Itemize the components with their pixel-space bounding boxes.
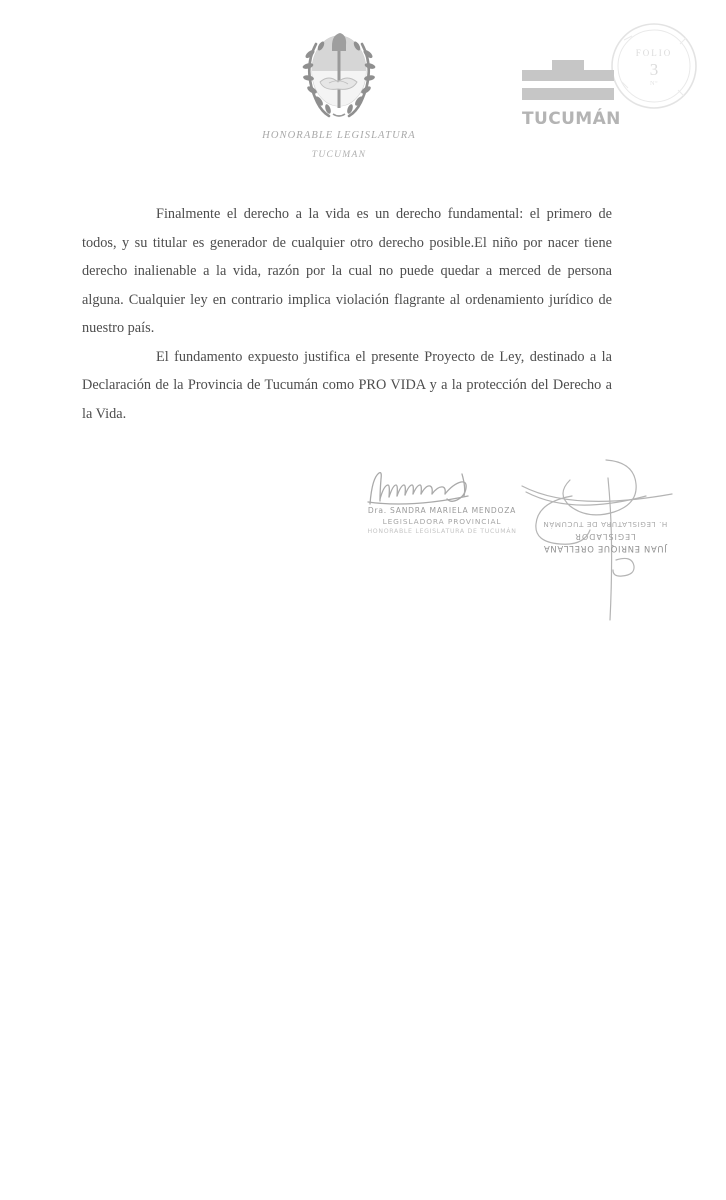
signer-name: Dra. SANDRA MARIELA MENDOZA — [367, 506, 517, 515]
signer-name: JUAN ENRIQUE ORELLANA — [543, 544, 667, 554]
letterhead-subtitle: TUCUMAN — [311, 150, 367, 160]
signer-role: LEGISLADOR — [574, 532, 636, 541]
document-body — [82, 200, 612, 428]
logo-bar-center — [552, 60, 584, 81]
folio-number: 3 — [649, 60, 659, 79]
signature-block-orellana — [520, 448, 690, 638]
tucuman-logo — [522, 58, 621, 129]
argentina-coat-of-arms-icon — [296, 24, 382, 122]
signer-institution: H. LEGISLATURA DE TUCUMÁN — [542, 520, 668, 529]
logo-bar-left — [522, 70, 555, 81]
letterhead-crest-block — [249, 24, 429, 160]
tucuman-government-logo-icon — [522, 58, 614, 106]
tucuman-wordmark: TUCUMÁN — [522, 109, 621, 129]
signer-role: LEGISLADORA PROVINCIAL — [382, 517, 502, 526]
folio-label: FOLIO — [635, 48, 673, 58]
circular-folio-stamp-icon — [606, 18, 702, 114]
letterhead-title: HONORABLE LEGISLATURA — [262, 130, 416, 141]
folio-sub-label: Nº — [650, 80, 658, 87]
signature-stamp-orellana — [528, 520, 682, 554]
signer-institution: HONORABLE LEGISLATURA DE TUCUMÁN — [367, 528, 517, 535]
paragraph-2: El fundamento expuesto justifica el presente Proyecto de Ley, destinado a la Declaración de la Provincia de Tucumán como PRO VIDA y a la protección del Derecho a la Vida. — [82, 348, 612, 422]
logo-bar-lower — [522, 88, 614, 100]
paragraph-1: Finalmente el derecho a la vida es un derecho fundamental: el primero de todos, y su titular es generador de cualquier otro derecho posible.El niño por nacer tiene derecho inalienable a la vida, razón por la cual no puede quedar a merced de persona alguna. Cualquier ley en contrario implica violación flagrante al ordenamiento jurídico de nuestro país. — [82, 206, 612, 336]
signature-stamp-mendoza — [362, 506, 522, 535]
handwritten-signature-icon — [362, 466, 502, 510]
signature-block-mendoza — [362, 466, 522, 535]
